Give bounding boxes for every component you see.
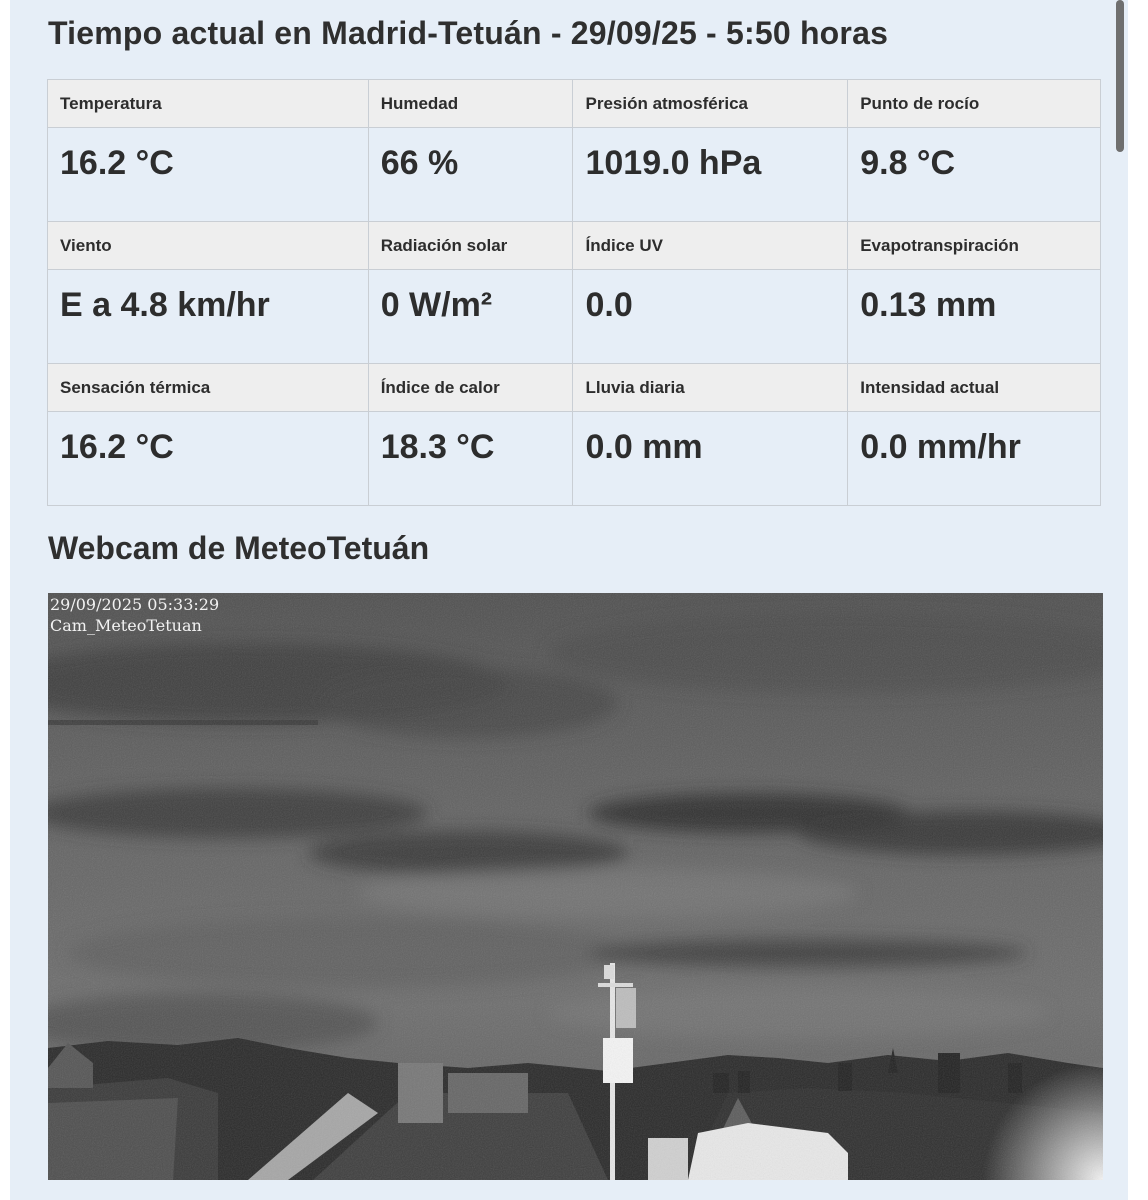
dew-point-value: 9.8 °C bbox=[848, 128, 1101, 222]
daily-rain-label: Lluvia diaria bbox=[573, 364, 848, 412]
evapotranspiration-label: Evapotranspiración bbox=[848, 222, 1101, 270]
page-title: Tiempo actual en Madrid-Tetuán - 29/09/25 - 5:50 horas bbox=[48, 15, 889, 51]
temperature-value: 16.2 °C bbox=[48, 128, 369, 222]
solar-radiation-value: 0 W/m² bbox=[368, 270, 573, 364]
webcam-image bbox=[48, 593, 1103, 1180]
current-conditions-table bbox=[47, 79, 1101, 506]
dew-point-label: Punto de rocío bbox=[848, 80, 1101, 128]
value-row bbox=[48, 270, 1101, 364]
scrollbar-thumb[interactable] bbox=[1116, 0, 1124, 152]
label-row bbox=[48, 364, 1101, 412]
uv-index-value: 0.0 bbox=[573, 270, 848, 364]
humidity-value: 66 % bbox=[368, 128, 573, 222]
sensor-noise bbox=[48, 593, 1103, 1180]
webcam-timestamp: 29/09/2025 05:33:29 bbox=[50, 595, 220, 614]
rain-rate-value: 0.0 mm/hr bbox=[848, 412, 1101, 506]
page-content bbox=[10, 0, 1128, 1200]
evapotranspiration-value: 0.13 mm bbox=[848, 270, 1101, 364]
uv-index-label: Índice UV bbox=[573, 222, 848, 270]
pressure-value: 1019.0 hPa bbox=[573, 128, 848, 222]
daily-rain-value: 0.0 mm bbox=[573, 412, 848, 506]
solar-radiation-label: Radiación solar bbox=[368, 222, 573, 270]
label-row bbox=[48, 222, 1101, 270]
webcam-overlay bbox=[50, 594, 219, 636]
webcam-scene bbox=[48, 593, 1103, 1180]
webcam-heading: Webcam de MeteoTetuán bbox=[48, 530, 430, 566]
label-row bbox=[48, 80, 1101, 128]
wind-label: Viento bbox=[48, 222, 369, 270]
value-row bbox=[48, 128, 1101, 222]
temperature-label: Temperatura bbox=[48, 80, 369, 128]
wind-value: E a 4.8 km/hr bbox=[48, 270, 369, 364]
pressure-label: Presión atmosférica bbox=[573, 80, 848, 128]
value-row bbox=[48, 412, 1101, 506]
humidity-label: Humedad bbox=[368, 80, 573, 128]
feels-like-value: 16.2 °C bbox=[48, 412, 369, 506]
feels-like-label: Sensación térmica bbox=[48, 364, 369, 412]
heat-index-label: Índice de calor bbox=[368, 364, 573, 412]
heat-index-value: 18.3 °C bbox=[368, 412, 573, 506]
rain-rate-label: Intensidad actual bbox=[848, 364, 1101, 412]
webcam-camera-name: Cam_MeteoTetuan bbox=[50, 616, 202, 635]
